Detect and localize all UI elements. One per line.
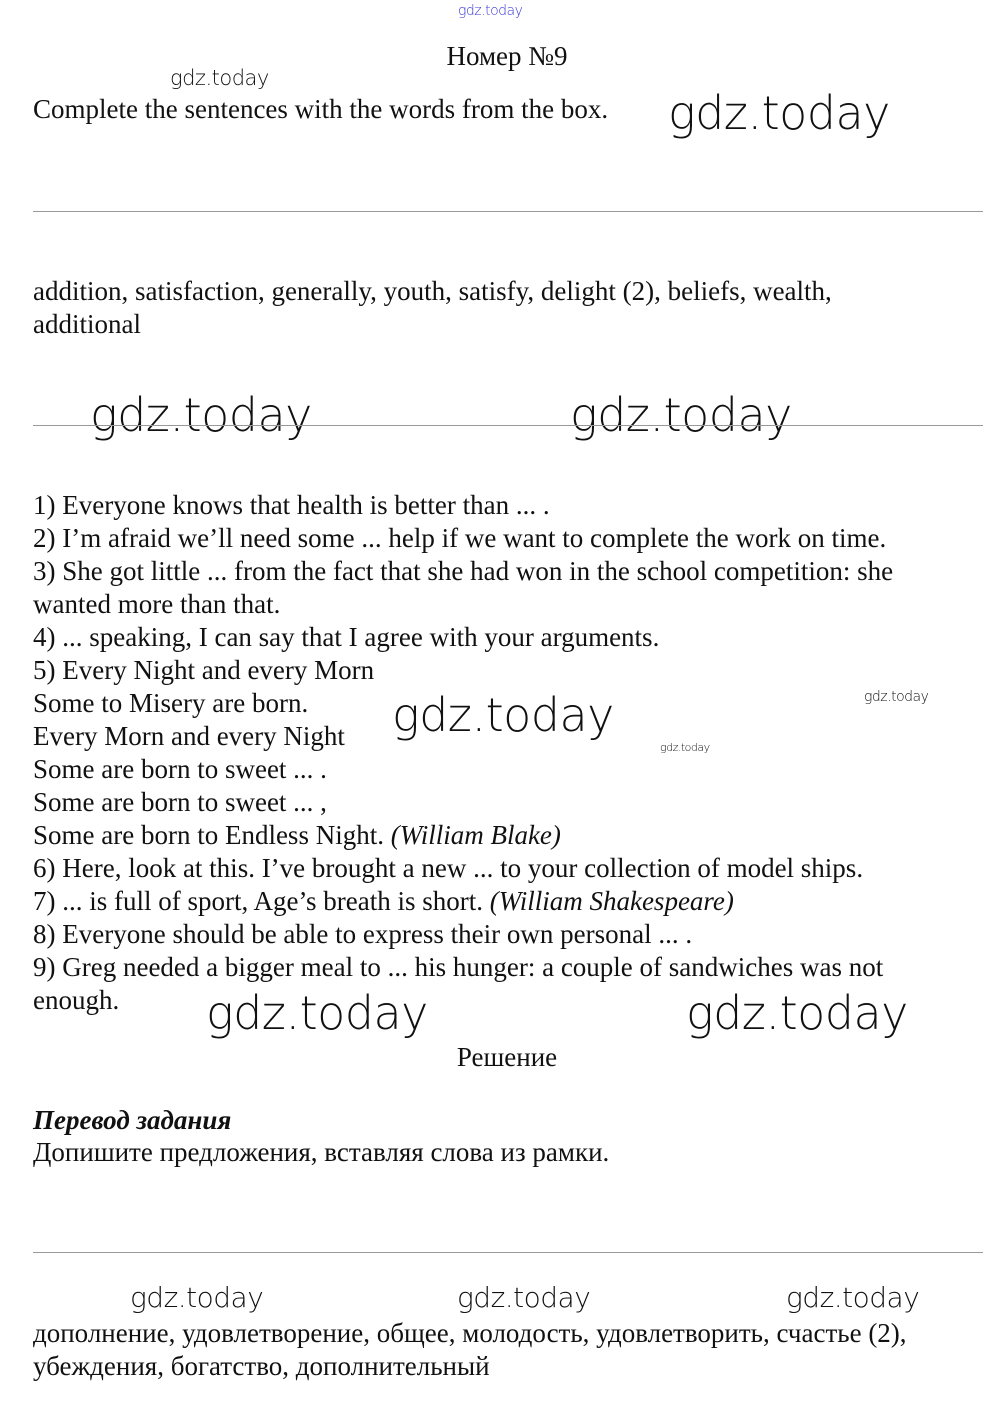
translation-instruction: Допишите предложения, вставляя слова из рамки. <box>33 1137 610 1167</box>
line-text: 1) Everyone knows that health is better than ... . <box>33 490 550 520</box>
citation: (William Blake) <box>390 820 561 850</box>
exercise-line <box>33 885 893 918</box>
translated-word-box <box>33 1317 907 1383</box>
exercise-line <box>33 852 893 885</box>
exercise-line <box>33 489 893 522</box>
line-text: 6) Here, look at this. I’ve brought a new ... to your collection of model ships. <box>33 853 864 883</box>
watermark: gdz.today <box>392 688 614 742</box>
line-text: enough. <box>33 985 120 1015</box>
watermark-top: gdz.today <box>458 3 523 19</box>
exercise-line <box>33 984 893 1017</box>
watermark: gdz.today <box>130 1281 264 1314</box>
word-box-line: addition, satisfaction, generally, youth, satisfy, delight (2), beliefs, wealth, <box>33 276 832 306</box>
line-text: Some are born to sweet ... . <box>33 754 327 784</box>
watermark: gdz.today <box>90 388 312 442</box>
divider <box>33 211 983 212</box>
solution-heading: Решение <box>456 1042 558 1072</box>
line-text: 9) Greg needed a bigger meal to ... his hunger: a couple of sandwiches was not <box>33 952 884 982</box>
exercise-line <box>33 819 893 852</box>
line-text: 5) Every Night and every Morn <box>33 655 375 685</box>
watermark: gdz.today <box>864 689 929 705</box>
exercise-line <box>33 621 893 654</box>
exercise-line <box>33 951 893 984</box>
word-box-line: дополнение, удовлетворение, общее, молодость, удовлетворить, счастье (2), <box>33 1318 907 1348</box>
watermark: gdz.today <box>457 1281 591 1314</box>
word-box-line: убеждения, богатство, дополнительный <box>33 1351 490 1381</box>
exercise-line <box>33 687 893 720</box>
line-text: 3) She got little ... from the fact that she had won in the school competition: she <box>33 556 894 586</box>
citation: (William Shakespeare) <box>489 886 734 916</box>
translation-heading: Перевод задания <box>33 1105 232 1135</box>
watermark: gdz.today <box>660 741 710 754</box>
exercise-line <box>33 654 893 687</box>
exercise-line <box>33 555 893 588</box>
watermark: gdz.today <box>170 66 269 90</box>
line-text: 2) I’m afraid we’ll need some ... help if we want to complete the work on time. <box>33 523 887 553</box>
exercise-line <box>33 588 893 621</box>
exercise-list <box>33 489 893 1017</box>
line-text: 7) ... is full of sport, Age’s breath is short. <box>33 886 490 916</box>
page-title: Номер №9 <box>446 41 568 71</box>
word-box <box>33 275 832 341</box>
line-text: wanted more than that. <box>33 589 281 619</box>
divider <box>33 1252 983 1253</box>
line-text: Some are born to sweet ... , <box>33 787 327 817</box>
exercise-line <box>33 753 893 786</box>
watermark: gdz.today <box>786 1281 920 1314</box>
line-text: Every Morn and every Night <box>33 721 345 751</box>
task-instruction: Complete the sentences with the words from the box. <box>33 94 609 124</box>
watermark: gdz.today <box>686 986 908 1040</box>
line-text: Some are born to Endless Night. <box>33 820 391 850</box>
exercise-line <box>33 918 893 951</box>
line-text: 4) ... speaking, I can say that I agree with your arguments. <box>33 622 660 652</box>
line-text: Some to Misery are born. <box>33 688 309 718</box>
watermark: gdz.today <box>570 388 792 442</box>
exercise-line <box>33 786 893 819</box>
exercise-line <box>33 522 893 555</box>
divider <box>33 425 983 426</box>
word-box-line: additional <box>33 309 141 339</box>
watermark: gdz.today <box>668 86 890 140</box>
line-text: 8) Everyone should be able to express their own personal ... . <box>33 919 693 949</box>
exercise-line <box>33 720 893 753</box>
watermark: gdz.today <box>206 986 428 1040</box>
